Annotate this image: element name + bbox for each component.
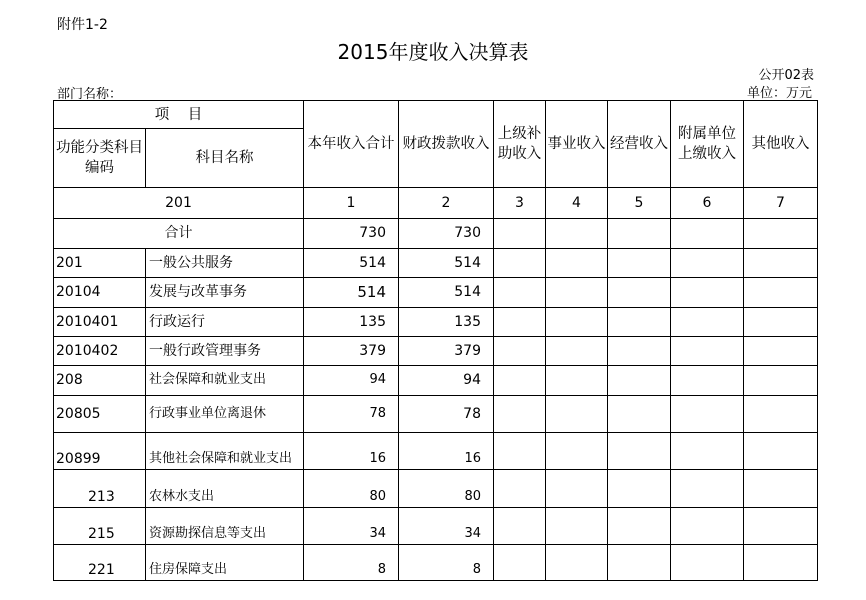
- row-total: 379: [304, 337, 399, 366]
- row-total: 8: [304, 545, 399, 581]
- header-business-income: 事业收入: [546, 101, 608, 188]
- row-name: 一般公共服务: [146, 249, 304, 278]
- row-total: 34: [304, 508, 399, 545]
- income-table: [53, 100, 818, 581]
- row-total: 514: [304, 249, 399, 278]
- row-code: 201: [54, 249, 146, 278]
- unit-label: 单位：万元: [746, 86, 812, 101]
- row-total: 514: [304, 278, 399, 308]
- header-func-code: 功能分类科目编码: [54, 129, 146, 188]
- index-cell: 2: [399, 188, 494, 219]
- row-total: 94: [304, 366, 399, 396]
- total-row: [54, 219, 818, 249]
- row-name: 资源勘探信息等支出: [146, 508, 304, 545]
- row-fiscal: 8: [399, 545, 494, 581]
- row-name: 农林水支出: [146, 470, 304, 508]
- row-name: 一般行政管理事务: [146, 337, 304, 366]
- total-fiscal-value: 730: [399, 219, 494, 249]
- row-fiscal: 94: [399, 366, 494, 396]
- row-name: 住房保障支出: [146, 545, 304, 581]
- table-row: [54, 249, 818, 278]
- row-code: 215: [54, 508, 146, 545]
- index-cell: 6: [671, 188, 744, 219]
- row-fiscal: 80: [399, 470, 494, 508]
- row-code: 208: [54, 366, 146, 396]
- index-cell: 4: [546, 188, 608, 219]
- index-row: [54, 188, 818, 219]
- row-code: 20899: [54, 433, 146, 470]
- row-fiscal: 379: [399, 337, 494, 366]
- row-code: 20805: [54, 396, 146, 433]
- header-fiscal-allocation: 财政拨款收入: [399, 101, 494, 188]
- table-row: [54, 508, 818, 545]
- header-subject-name: 科目名称: [146, 129, 304, 188]
- row-code: 2010402: [54, 337, 146, 366]
- row-name: 其他社会保障和就业支出: [146, 433, 304, 470]
- row-total: 135: [304, 308, 399, 337]
- row-name: 行政事业单位离退休: [146, 396, 304, 433]
- table-row: [54, 396, 818, 433]
- table-row: [54, 337, 818, 366]
- row-total: 78: [304, 396, 399, 433]
- row-total: 80: [304, 470, 399, 508]
- index-cell: 5: [608, 188, 671, 219]
- department-label: 部门名称：: [57, 87, 123, 102]
- row-fiscal: 78: [399, 396, 494, 433]
- row-fiscal: 34: [399, 508, 494, 545]
- header-superior-subsidy: 上级补助收入: [494, 101, 546, 188]
- row-fiscal: 514: [399, 249, 494, 278]
- row-fiscal: 16: [399, 433, 494, 470]
- row-name: 社会保障和就业支出: [146, 366, 304, 396]
- row-name: 发展与改革事务: [146, 278, 304, 308]
- table-row: [54, 278, 818, 308]
- form-code: 公开02表: [758, 68, 814, 83]
- index-cell: 3: [494, 188, 546, 219]
- total-label: 合计: [54, 219, 304, 249]
- index-label: 201: [54, 188, 304, 219]
- index-cell: 1: [304, 188, 399, 219]
- row-code: 213: [54, 470, 146, 508]
- table-row: [54, 545, 818, 581]
- total-income-value: 730: [304, 219, 399, 249]
- index-cell: 7: [744, 188, 818, 219]
- page-title: 2015年度收入决算表: [337, 40, 529, 64]
- header-affiliated-income: 附属单位上缴收入: [671, 101, 744, 188]
- row-name: 行政运行: [146, 308, 304, 337]
- table-row: [54, 470, 818, 508]
- row-code: 2010401: [54, 308, 146, 337]
- row-fiscal: 135: [399, 308, 494, 337]
- header-operating-income: 经营收入: [608, 101, 671, 188]
- attachment-label: 附件1-2: [57, 17, 108, 33]
- header-project: 项 目: [54, 101, 304, 129]
- row-total: 16: [304, 433, 399, 470]
- table-row: [54, 433, 818, 470]
- header-total-income: 本年收入合计: [304, 101, 399, 188]
- header-other-income: 其他收入: [744, 101, 818, 188]
- row-fiscal: 514: [399, 278, 494, 308]
- row-code: 221: [54, 545, 146, 581]
- table-row: [54, 366, 818, 396]
- table-row: [54, 308, 818, 337]
- row-code: 20104: [54, 278, 146, 308]
